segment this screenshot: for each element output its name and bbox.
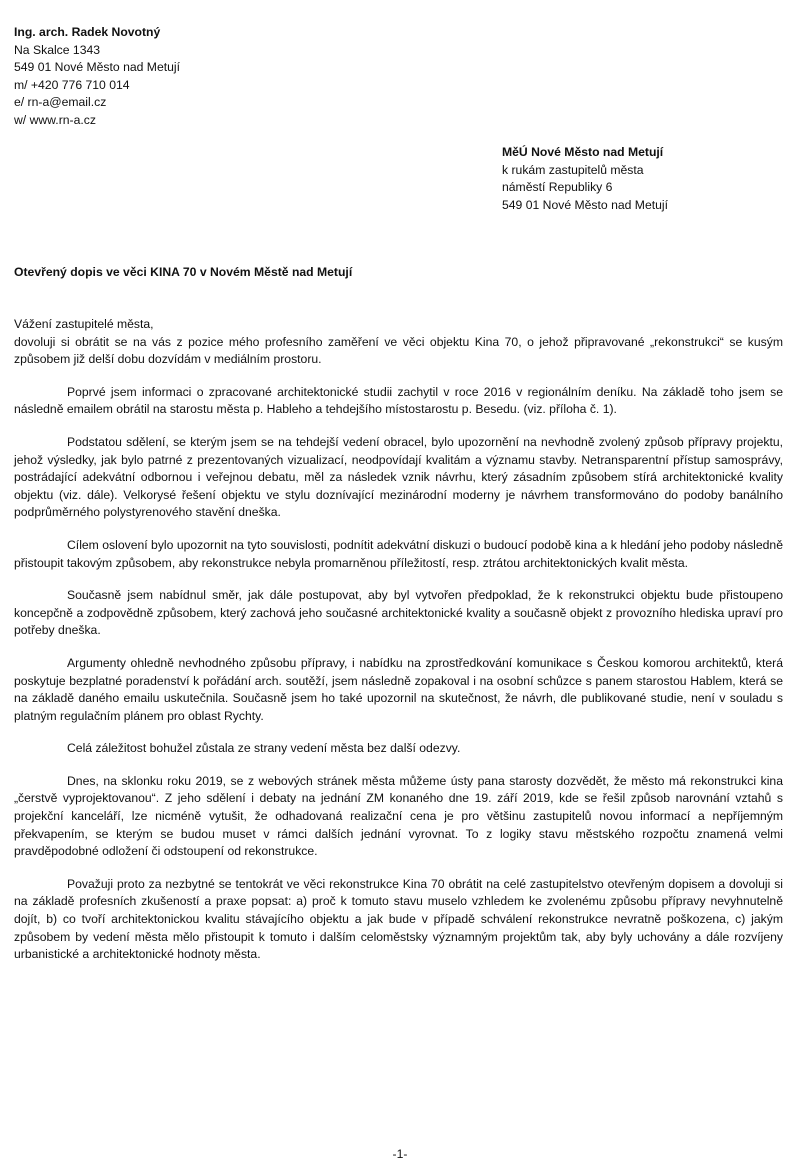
paragraph-8: Dnes, na sklonku roku 2019, se z webových stránek města můžeme ústy pana starosty dozvědět, že město má rekonstrukci kina „čerstvě vyprojektovanou“. Z jeho sdělení i debaty na jednání ZM konaného dne 19. září 2019, kde se řešil způsob narovnání vztahů s projekční kanceláří, lze nicméně vytušit, že odhadovaná realizační cena je pro většinu zastupitelů novou informací a nepříjemným překvapením, se kterým se budou muset v rámci dalších jednání vyrovnat. To z logiky stavu městského rozpočtu znamená velmi pravděpodobné odložení či odstoupení od rekonstrukce. — [14, 773, 783, 859]
page-number: -1- — [392, 1147, 408, 1161]
sender-web: w/ www.rn-a.cz — [14, 112, 96, 127]
sender-block — [14, 24, 414, 130]
sender-phone: m/ +420 776 710 014 — [14, 77, 130, 92]
paragraph-1: dovoluji si obrátit se na vás z pozice mého profesního zaměření ve věci objektu Kina 70, o jehož připravované „rekonstrukci“ se kusým způsobem již delší dobu dozvídám v mediálním prostoru. — [14, 334, 783, 367]
sender-street: Na Skalce 1343 — [14, 42, 101, 57]
recipient-name: MěÚ Nové Město nad Metují — [502, 145, 664, 159]
paragraph-4: Cílem oslovení bylo upozornit na tyto souvislosti, podnítit adekvátní diskuzi o budoucí podobě kina a k hledání jeho podoby následně přistoupit takovým způsobem, aby rekonstrukce nebyla promarněnou příležitostí, resp. ztrátou architektonických kvalit města. — [14, 537, 783, 570]
sender-name: Ing. arch. Radek Novotný — [14, 25, 161, 39]
paragraph-6: Argumenty ohledně nevhodného způsobu přípravy, i nabídku na zprostředkování komunikace s Českou komorou architektů, která poskytuje bezplatné poradenství k pořádání arch. soutěží, jsem následně zopakoval i na osobní schůzce s panem starostou Hablem, která se na základě daného emailu uskutečnila. Současně jsem ho také upozornil na skutečnost, že návrh, dle publikované studie, není v souladu s platným regulačním plánem pro oblast Rychty. — [14, 655, 783, 723]
sender-email: e/ rn-a@email.cz — [14, 95, 107, 110]
recipient-street: náměstí Republiky 6 — [502, 180, 613, 195]
paragraph-9: Považuji proto za nezbytné se tentokrát ve věci rekonstrukce Kina 70 obrátit na celé zastupitelstvo otevřeným dopisem a dovoluji si na základě profesních zkušeností a praxe popsat: a) proč k tomuto stavu muselo vzhledem ke zvolenému způsobu přípravy nevyhnutelně dojít, b) co tvoří architektonickou kvalitu stávajícího objektu a jak bude v případě schválení rekonstrukce nevratně poškozena, c) jakým způsobem by vedení města mělo přistoupit k tomuto i dalším celoměstsky významným projektům tak, aby byly uchovány a dále rozvíjeny urbanistické a architektonické hodnoty města. — [14, 876, 783, 962]
recipient-block — [502, 144, 792, 214]
paragraph-5: Současně jsem nabídnul směr, jak dále postupovat, aby byl vytvořen předpoklad, že k rekonstrukci objektu bude přistoupeno koncepčně a zodpovědně způsobem, který zachová jeho současné architektonické kvality a současně objekt z provozního hlediska upraví pro potřeby dneška. — [14, 588, 783, 638]
letter-body — [14, 316, 783, 979]
paragraph-3: Podstatou sdělení, se kterým jsem se na tehdejší vedení obracel, bylo upozornění na nevhodně zvolený způsob přípravy projektu, jehož výsledky, jak bylo patrné z prezentovaných vizualizací, neodpovídají kvalitám a významu stavby. Netransparentní přístup samosprávy, postrádající adekvátní odbornou i veřejnou debatu, měl za následek vznik návrhu, který zásadním způsobem stírá architektonické kvality objektu (viz. dále). Velkorysé řešení objektu ve stylu doznívající mezinárodní moderny je návrhem transformováno do podoby banálního podprůměrného polystyrenového stavění dneška. — [14, 434, 783, 520]
salutation: Vážení zastupitelé města, — [14, 317, 154, 331]
letter-subject: Otevřený dopis ve věci KINA 70 v Novém Městě nad Metují — [14, 265, 353, 279]
paragraph-2: Poprvé jsem informaci o zpracované architektonické studii zachytil v roce 2016 v regionálním deníku. Na základě toho jsem se následně emailem obrátil na starostu města p. Hableho a tehdejšího místostarostu p. Besedu. (viz. příloha č. 1). — [14, 384, 783, 417]
recipient-city: 549 01 Nové Město nad Metují — [502, 197, 668, 212]
recipient-attn: k rukám zastupitelů města — [502, 162, 644, 177]
paragraph-7: Celá záležitost bohužel zůstala ze strany vedení města bez další odezvy. — [67, 741, 461, 756]
sender-city: 549 01 Nové Město nad Metují — [14, 60, 180, 75]
